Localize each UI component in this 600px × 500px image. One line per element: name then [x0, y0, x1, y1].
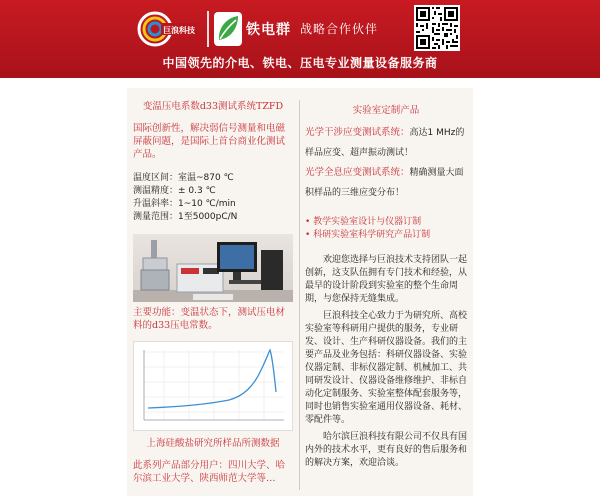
left-column [133, 96, 293, 224]
column-divider [299, 100, 300, 490]
custom-item-1-desc: 高达1 MHz的样品应变、超声振动测试！ [305, 128, 465, 158]
paragraph-business: 巨浪科技全心致力于为研究所、高校实验室等科研用户提供的服务，专业研发、设计、生产科研仪器设备。我们的主要产品及业务包括：科研仪器设备、实验仪器定制、非标仪器定制、机械加工、共同研发设计、仪器设备维修维护、非标自动化定制服务、实验室整体配套服务等，同时也销售实验室通用仪器设备、耗材、零配件等。 [305, 311, 468, 425]
product-intro: 国际创新性，解决弱信号测量和电磁屏蔽问题，是国际上首台商业化测试产品。 [133, 123, 286, 160]
qr-code [414, 5, 460, 51]
custom-item-1-name: 光学干涉应变测试系统： [305, 127, 410, 138]
sample-data-graph [133, 341, 293, 431]
product-photo [133, 234, 293, 302]
spec-heating-rate: 升温斜率：1~10 ℃/min [133, 199, 236, 209]
spec-measure-range: 测量范围：1至5000pC/N [133, 212, 238, 222]
bullet-teaching-lab: • 教学实验室设计与仪器订制 [305, 217, 422, 227]
users-text: 此系列产品部分用户：四川大学、哈尔滨工业大学、陕西师范大学等… [133, 460, 286, 484]
sample-block [133, 435, 293, 485]
partner-name: 铁电群 [246, 22, 291, 38]
custom-item-1 [305, 120, 467, 160]
spec-temp-accuracy: 测温精度：± 0.3 ℃ [133, 186, 216, 196]
function-text: 主要功能：变温状态下，测试压电材料的d33压电常数。 [133, 307, 286, 331]
spec-list [133, 172, 293, 224]
custom-products-title: 实验室定制产品 [352, 105, 420, 116]
company-logo-text: 巨浪科技 [163, 26, 195, 35]
paragraph-welcome: 欢迎您选择与巨浪技术支持团队一起创新，这支队伍拥有专门技术和经验，从最早的设计阶段到实验室的整个生命周期，与您保持无缝集成。 [305, 255, 468, 304]
right-column [305, 96, 467, 470]
function-block [133, 306, 293, 332]
custom-item-2 [305, 160, 467, 200]
product-title: 变温压电系数d33测试系统TZFD [142, 101, 284, 112]
sample-title: 上海硅酸盐研究所样品所测数据 [146, 438, 280, 449]
paragraph-company: 哈尔滨巨浪科技有限公司不仅具有国内外的技术水平，更有良好的售后服务和的解决方案，欢迎洽谈。 [305, 432, 468, 468]
custom-item-2-name: 光学全息应变测试系统： [305, 167, 410, 178]
custom-item-2-desc: 精确测量大面积样品的三维应变分布！ [305, 168, 464, 198]
spec-temp-range: 温度区间：室温~870 ℃ [133, 173, 234, 183]
service-bullets [305, 216, 467, 242]
logo-divider [207, 11, 209, 47]
partner-tagline: 战略合作伙伴 [300, 22, 379, 36]
company-logo [137, 10, 199, 48]
company-slogan: 中国领先的介电、铁电、压电专业测量设备服务商 [162, 56, 438, 70]
header-banner [0, 0, 600, 78]
bullet-research-lab: • 科研实验室科学研究产品订制 [305, 230, 431, 240]
partner-leaf-logo [214, 12, 242, 46]
